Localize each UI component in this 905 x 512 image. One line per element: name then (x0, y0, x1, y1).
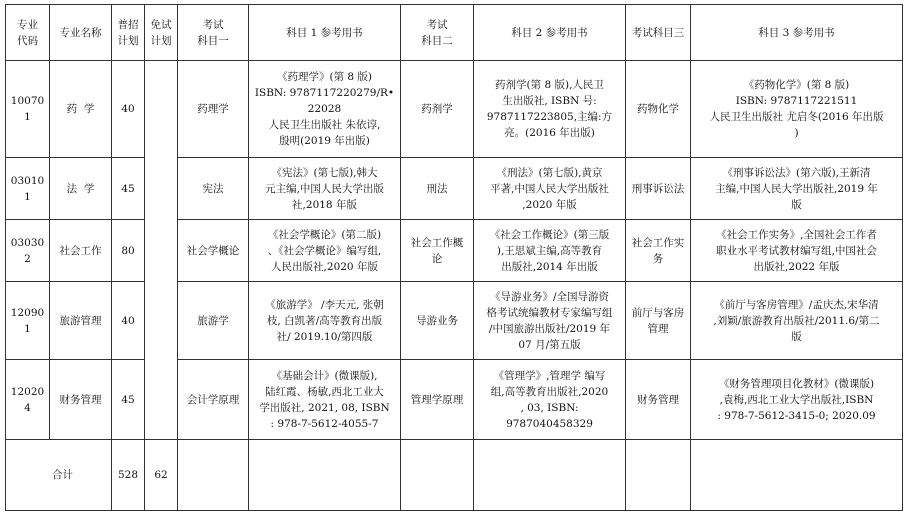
book-2: 《社会工作概论》(第三版 ),王思斌主编,高等教育 出版社,2014 年出版 (474, 220, 626, 282)
subject-3: 社会工作实 务 (626, 220, 691, 282)
empty-cell (249, 440, 401, 511)
empty-cell (178, 440, 249, 511)
admissions-table (5, 4, 903, 511)
subject-2: 导游业务 (401, 282, 474, 360)
header-name: 专业名称 (50, 5, 112, 61)
subject-3: 前厅与客房 管理 (626, 282, 691, 360)
total-plan: 528 (112, 440, 145, 511)
header-exempt: 免试 计划 (145, 5, 178, 61)
book-3: 《药物化学》(第 8 版) ISBN: 9787117221511 人民卫生出版社 尤启冬(2016 年出版 ) (691, 61, 903, 158)
subject-2: 药剂学 (401, 61, 474, 158)
major-name: 财务管理 (50, 360, 112, 440)
major-name: 法 学 (50, 158, 112, 220)
total-row (6, 440, 903, 511)
subject-2: 社会工作概 论 (401, 220, 474, 282)
major-code: 120901 (6, 282, 50, 360)
empty-cell (401, 440, 474, 511)
book-1: 《基础会计》(微课版), 陆红霞、杨敏,西北工业大 学出版社, 2021, 08, ISBN : 978-7-5612-4055-7 (249, 360, 401, 440)
subject-1: 社会学概论 (178, 220, 249, 282)
header-book-1: 科目 1 参考用书 (249, 5, 401, 61)
table-row (6, 220, 903, 282)
header-row (6, 5, 903, 61)
subject-1: 旅游学 (178, 282, 249, 360)
empty-cell (474, 440, 626, 511)
subject-2: 管理学原理 (401, 360, 474, 440)
exempt-cell (145, 61, 178, 440)
book-2: 《刑法》(第七版),黄京 平著,中国人民大学出版社 ,2020 年版 (474, 158, 626, 220)
book-3: 《社会工作实务》,全国社会工作者 职业水平考试教材编写组,中国社会 出版社,2022 年版 (691, 220, 903, 282)
major-name: 旅游管理 (50, 282, 112, 360)
book-1: 《旅游学》 /李天元, 张朝 枝, 白凯著/高等教育出版 社/ 2019.10/第四版 (249, 282, 401, 360)
plan-count: 45 (112, 360, 145, 440)
plan-count: 80 (112, 220, 145, 282)
header-book-3: 科目 3 参考用书 (691, 5, 903, 61)
table-row (6, 282, 903, 360)
subject-1: 会计学原理 (178, 360, 249, 440)
subject-1: 药理学 (178, 61, 249, 158)
plan-count: 40 (112, 61, 145, 158)
book-3: 《财务管理项目化教材》(微课版) ,袁梅,西北工业大学出版社,ISBN : 978-7-5612-3415-0; 2020.09 (691, 360, 903, 440)
header-code: 专业 代码 (6, 5, 50, 61)
table-row (6, 61, 903, 158)
subject-3: 财务管理 (626, 360, 691, 440)
major-name: 社会工作 (50, 220, 112, 282)
subject-3: 刑事诉讼法 (626, 158, 691, 220)
table-row (6, 158, 903, 220)
total-exempt: 62 (145, 440, 178, 511)
header-book-2: 科目 2 参考用书 (474, 5, 626, 61)
subject-1: 宪法 (178, 158, 249, 220)
empty-cell (691, 440, 903, 511)
empty-cell (626, 440, 691, 511)
book-2: 药剂学(第 8 版),人民卫 生出版社, ISBN 号: 9787117223805,主编:方 亮。(2016 年出版) (474, 61, 626, 158)
header-subject-3: 考试科目三 (626, 5, 691, 61)
header-plan: 普招 计划 (112, 5, 145, 61)
major-name: 药 学 (50, 61, 112, 158)
total-label: 合计 (6, 440, 112, 511)
subject-2: 刑法 (401, 158, 474, 220)
plan-count: 40 (112, 282, 145, 360)
book-1: 《药理学》(第 8 版) ISBN: 9787117220279/R• 22028 人民卫生出版社 朱依谆, 殷明(2019 年出版) (249, 61, 401, 158)
book-3: 《前厅与客房管理》/孟庆杰,宋华清 ,刘颖/旅游教育出版社/2011.6/第二 版 (691, 282, 903, 360)
plan-count: 45 (112, 158, 145, 220)
subject-3: 药物化学 (626, 61, 691, 158)
book-2: 《管理学》,管理学 编写 组,高等教育出版社,2020 , 03, ISBN: 9787040458329 (474, 360, 626, 440)
major-code: 030302 (6, 220, 50, 282)
header-subject-1: 考试 科目一 (178, 5, 249, 61)
major-code: 100701 (6, 61, 50, 158)
book-2: 《导游业务》/全国导游资 格考试统编教材专家编写组 /中国旅游出版社/2019 年 07 月/第五版 (474, 282, 626, 360)
book-3: 《刑事诉讼法》(第六版),王新清 主编,中国人民大学出版社,2019 年 版 (691, 158, 903, 220)
major-code: 030101 (6, 158, 50, 220)
book-1: 《宪法》(第七版),韩大 元主编,中国人民大学出版 社,2018 年版 (249, 158, 401, 220)
major-code: 120204 (6, 360, 50, 440)
table-row (6, 360, 903, 440)
book-1: 《社会学概论》(第二版) 、《社会学概论》编写组, 人民出版社,2020 年版 (249, 220, 401, 282)
header-subject-2: 考试 科目二 (401, 5, 474, 61)
